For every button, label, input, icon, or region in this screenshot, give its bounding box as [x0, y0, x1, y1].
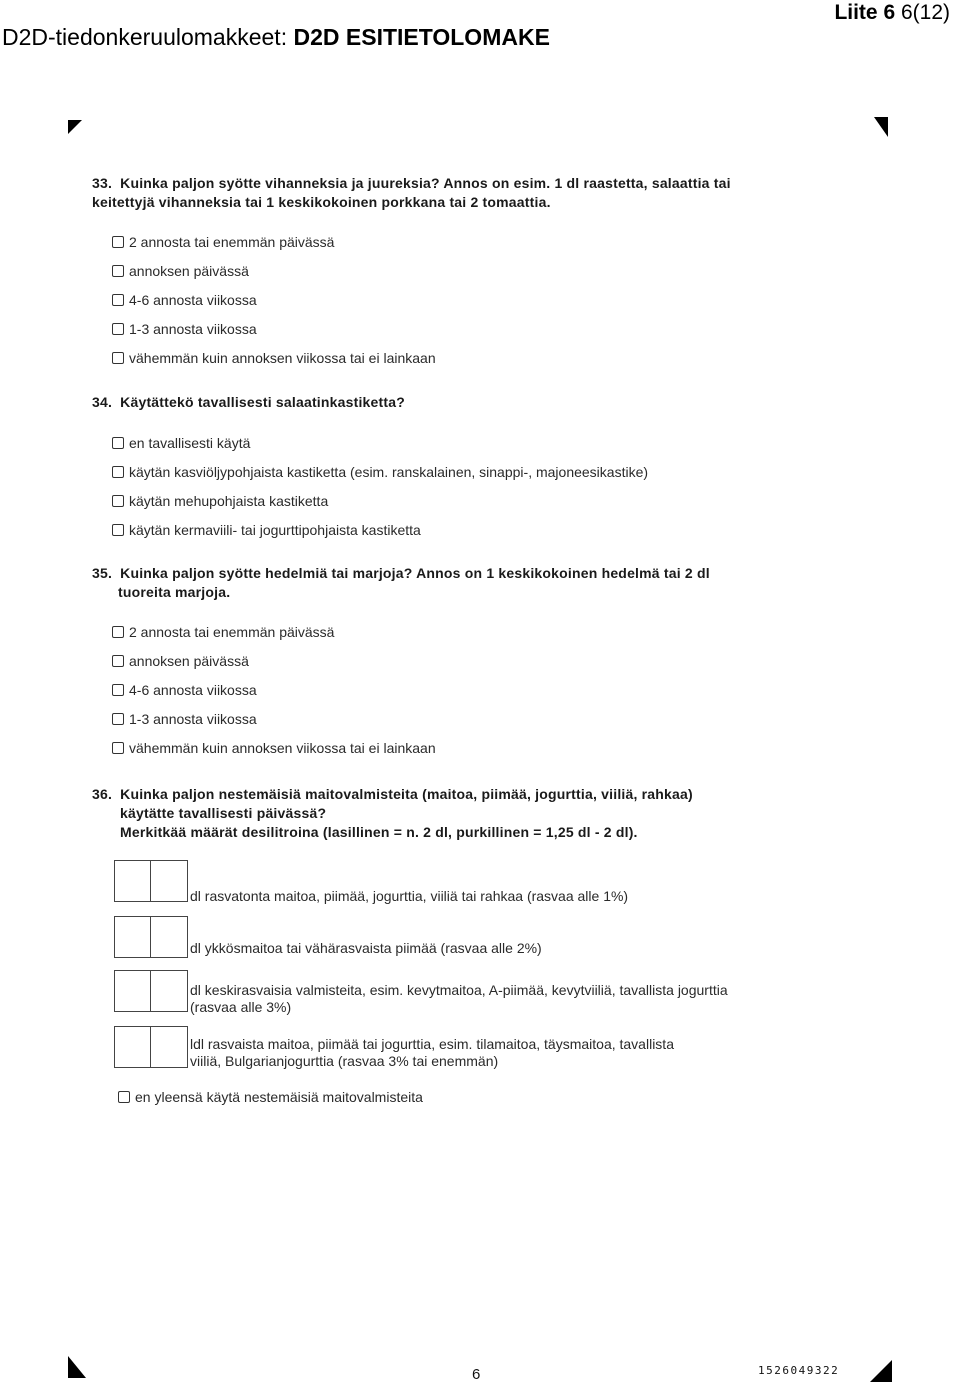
checkbox[interactable] [112, 742, 124, 754]
option-label: 2 annosta tai enemmän päivässä [129, 234, 335, 250]
question-text-line1: Kuinka paljon syötte hedelmiä tai marjoja? Annos on 1 keskikokoinen hedelmä tai 2 dl [120, 565, 710, 581]
q36-none-option[interactable] [118, 1088, 423, 1106]
question-text-line2: tuoreita marjoja. [118, 584, 231, 600]
option-label: 1-3 annosta viikossa [129, 321, 257, 337]
question-text-line2: keitettyjä vihanneksia tai 1 keskikokoinen porkkana tai 2 tomaattia. [92, 194, 551, 210]
appendix-page: 6(12) [900, 1, 950, 24]
question-36 [92, 785, 892, 842]
question-34 [92, 393, 892, 412]
q35-option-4[interactable] [112, 710, 257, 728]
option-label: 2 annosta tai enemmän päivässä [129, 624, 335, 640]
document-title [2, 24, 550, 51]
entry-line2: (rasvaa alle 3%) [190, 999, 292, 1015]
entry-1-label [190, 888, 628, 905]
title-prefix: D2D-tiedonkeruulomakkeet: [2, 24, 288, 50]
amount-box-4-digit-1[interactable] [114, 1026, 152, 1068]
option-label: käytän kasviöljypohjaista kastiketta (esim. ranskalainen, sinappi-, majoneesikastike) [129, 464, 649, 480]
q33-option-4[interactable] [112, 320, 257, 338]
registration-mark-bottom-right [870, 1360, 892, 1382]
amount-box-3-digit-1[interactable] [114, 970, 152, 1012]
entry-3-label [190, 982, 728, 1016]
option-label: annoksen päivässä [129, 263, 249, 279]
appendix-label [834, 1, 950, 25]
entry-line1: ldl rasvaista maitoa, piimää tai jogurttia, esim. tilamaitoa, täysmaitoa, tavallista [190, 1036, 674, 1052]
registration-mark-top-left [68, 120, 82, 134]
checkbox[interactable] [112, 466, 124, 478]
amount-box-3-digit-2[interactable] [150, 970, 188, 1012]
question-number: 36. [92, 786, 113, 802]
question-number: 35. [92, 565, 113, 581]
checkbox[interactable] [112, 437, 124, 449]
checkbox[interactable] [112, 495, 124, 507]
question-text-line3: Merkitkää määrät desilitroina (lasillinen = n. 2 dl, purkillinen = 1,25 dl - 2 dl). [120, 824, 638, 840]
checkbox[interactable] [112, 294, 124, 306]
option-label: vähemmän kuin annoksen viikossa tai ei lainkaan [129, 740, 436, 756]
question-text: Käytättekö tavallisesti salaatinkastiketta? [120, 394, 405, 410]
q34-option-3[interactable] [112, 492, 328, 510]
entry-line1: dl rasvatonta maitoa, piimää, jogurttia, viiliä tai rahkaa (rasvaa alle 1%) [190, 888, 629, 904]
checkbox[interactable] [112, 713, 124, 725]
option-label: käytän kermaviili- tai jogurttipohjaista kastiketta [129, 522, 421, 538]
q35-option-3[interactable] [112, 681, 257, 699]
q33-option-1[interactable] [112, 233, 334, 251]
question-text-line1: Kuinka paljon nestemäisiä maitovalmisteita (maitoa, piimää, jogurttia, viiliä, rahkaa) [120, 786, 693, 802]
entry-2-label [190, 940, 542, 957]
checkbox[interactable] [112, 236, 124, 248]
amount-box-2-digit-2[interactable] [150, 916, 188, 958]
q33-option-3[interactable] [112, 291, 257, 309]
entry-4-label [190, 1036, 674, 1070]
q33-option-2[interactable] [112, 262, 249, 280]
q33-option-5[interactable] [112, 349, 436, 367]
question-number: 33. [92, 175, 113, 191]
q34-option-1[interactable] [112, 434, 250, 452]
checkbox[interactable] [112, 323, 124, 335]
q35-option-2[interactable] [112, 652, 249, 670]
checkbox[interactable] [112, 265, 124, 277]
option-label: en tavallisesti käytä [129, 435, 251, 451]
option-label: 4-6 annosta viikossa [129, 682, 257, 698]
appendix-bold: Liite 6 [834, 1, 896, 24]
checkbox[interactable] [112, 655, 124, 667]
entry-line2: viiliä, Bulgarianjogurttia (rasvaa 3% tai enemmän) [190, 1053, 499, 1069]
form-code: 1526049322 [758, 1364, 840, 1377]
checkbox[interactable] [118, 1091, 130, 1103]
question-35 [92, 564, 892, 602]
q35-option-1[interactable] [112, 623, 334, 641]
registration-mark-top-right [874, 117, 888, 137]
entry-line1: dl keskirasvaisia valmisteita, esim. kevytmaitoa, A-piimää, kevytviiliä, tavallista jogurttia [190, 982, 728, 998]
option-label: vähemmän kuin annoksen viikossa tai ei lainkaan [129, 350, 436, 366]
entry-line1: dl ykkösmaitoa tai vähärasvaista piimää (rasvaa alle 2%) [190, 940, 542, 956]
option-label: annoksen päivässä [129, 653, 249, 669]
question-number: 34. [92, 394, 113, 410]
amount-box-4-digit-2[interactable] [150, 1026, 188, 1068]
option-label: 1-3 annosta viikossa [129, 711, 257, 727]
q34-option-2[interactable] [112, 463, 648, 481]
option-label: 4-6 annosta viikossa [129, 292, 257, 308]
page-number: 6 [472, 1366, 481, 1383]
checkbox[interactable] [112, 352, 124, 364]
checkbox[interactable] [112, 626, 124, 638]
q35-option-5[interactable] [112, 739, 436, 757]
amount-box-2-digit-1[interactable] [114, 916, 152, 958]
option-label: käytän mehupohjaista kastiketta [129, 493, 329, 509]
title-main: D2D ESITIETOLOMAKE [293, 24, 550, 50]
checkbox[interactable] [112, 524, 124, 536]
option-label: en yleensä käytä nestemäisiä maitovalmisteita [135, 1089, 423, 1105]
question-33 [92, 174, 892, 212]
q34-option-4[interactable] [112, 521, 421, 539]
question-text-line1: Kuinka paljon syötte vihanneksia ja juureksia? Annos on esim. 1 dl raastetta, salaattia tai [120, 175, 731, 191]
checkbox[interactable] [112, 684, 124, 696]
amount-box-1-digit-1[interactable] [114, 860, 152, 902]
amount-box-1-digit-2[interactable] [150, 860, 188, 902]
registration-mark-bottom-left [68, 1356, 86, 1378]
question-text-line2: käytätte tavallisesti päivässä? [120, 805, 327, 821]
